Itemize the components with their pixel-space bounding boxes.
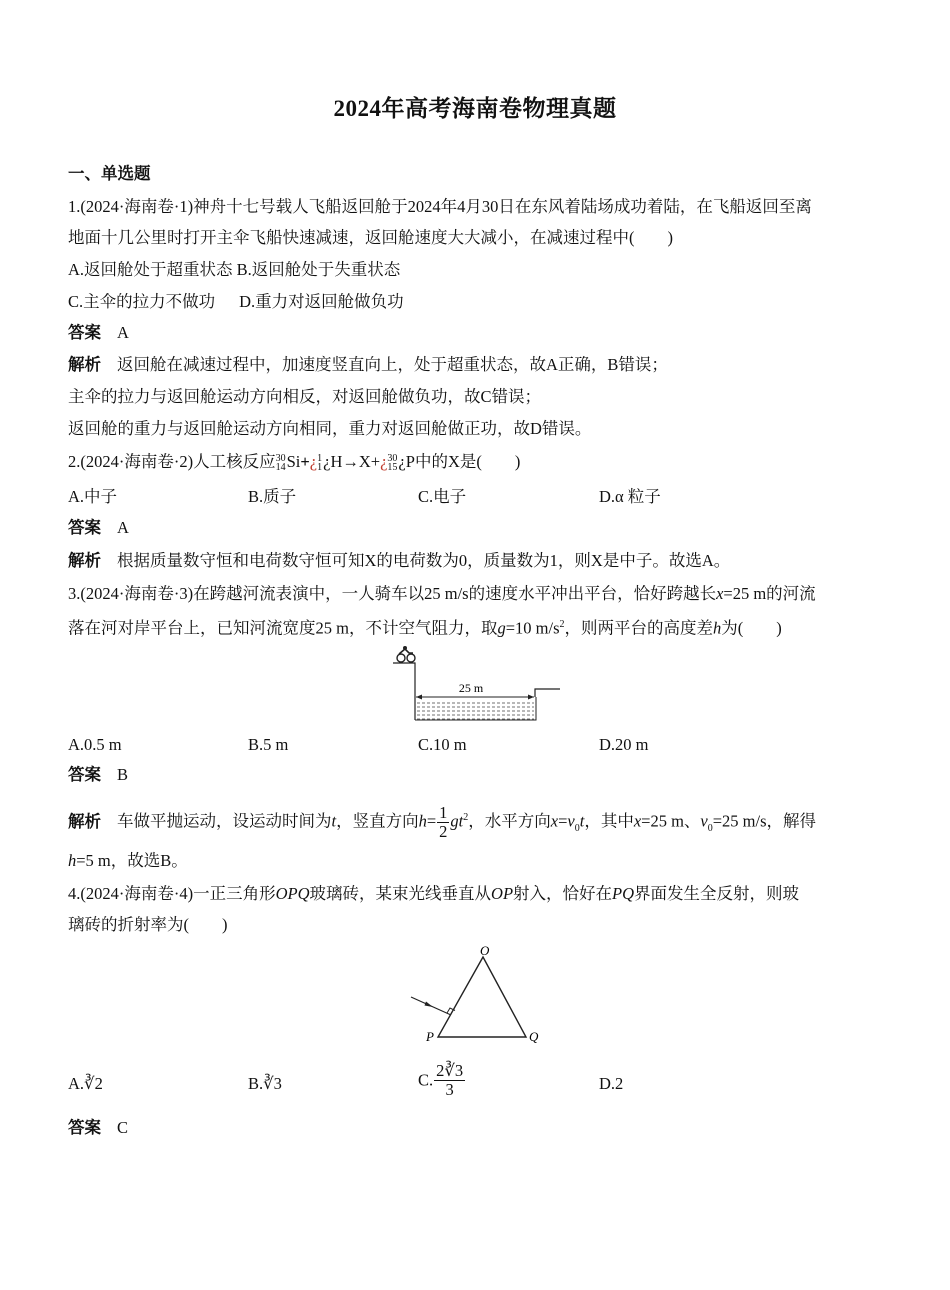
h-charge-number: 1 bbox=[317, 462, 323, 474]
exponent: 2 bbox=[559, 619, 565, 630]
subscript: 0 bbox=[707, 822, 713, 834]
radical-sign: ∛ bbox=[444, 1061, 455, 1080]
var-h: h bbox=[418, 811, 427, 831]
fraction-numerator: 1 bbox=[439, 803, 448, 823]
radicand: 3 bbox=[454, 1061, 464, 1080]
q2-analysis-text: 根据质量数守恒和电荷数守恒可知X的电荷数为0，质量数为1，则X是中子。故选A。 bbox=[117, 551, 731, 570]
var-x: x bbox=[633, 811, 642, 831]
fraction-one-half bbox=[437, 804, 449, 841]
q3-answer-value: B bbox=[117, 765, 129, 784]
p-charge-number: 15 bbox=[387, 462, 398, 474]
q2-stem-suffix: 中的X是( ) bbox=[414, 452, 521, 471]
p-symbol: P bbox=[405, 452, 415, 471]
radical-sign: ∛ bbox=[84, 1074, 95, 1093]
q4-stem-a: 4.(2024·海南卷·4)一正三角形 bbox=[68, 884, 276, 903]
rider-icon bbox=[397, 646, 415, 662]
vertex-p-label: P bbox=[426, 1029, 434, 1044]
q4-option-d: D.2 bbox=[599, 1074, 624, 1093]
q3-stem-line1-text: 3.(2024·海南卷·3)在跨越河流表演中，一人骑车以25 m/s的速度水平冲出平台，恰好跨越长 bbox=[68, 584, 717, 603]
fraction-numerator bbox=[434, 1062, 465, 1081]
q1-analysis-line2: 主伞的拉力与返回舱运动方向相反，对返回舱做负功，故C错误； bbox=[68, 387, 542, 406]
q4-stem-d: 界面发生全反射，则玻 bbox=[634, 884, 800, 903]
garbled-glyph: ¿ bbox=[398, 452, 406, 471]
q2-option-d: D.α 粒子 bbox=[599, 487, 661, 506]
var-t: t bbox=[331, 811, 337, 831]
q1-analysis-text1: 返回舱在减速过程中，加速度竖直向上，处于超重状态，故A正确，B错误； bbox=[117, 355, 668, 374]
q1-answer-value: A bbox=[117, 323, 129, 342]
q4-stem-b: 玻璃砖，某束光线垂直从 bbox=[309, 884, 492, 903]
q4-stem-line2: 璃砖的折射率为( ) bbox=[68, 915, 228, 934]
q4-option-c bbox=[418, 1062, 466, 1099]
h-mass-number: 1 bbox=[317, 453, 323, 465]
q4-option-a bbox=[68, 1073, 103, 1095]
fraction-denominator: 3 bbox=[445, 1080, 454, 1099]
q3-analysis-conclusion: =5 m，故选B。 bbox=[76, 851, 188, 870]
q3-stem-line1 bbox=[68, 583, 816, 605]
q1-answer bbox=[68, 322, 129, 344]
answer-label: 答案 bbox=[68, 765, 101, 784]
q3-stem-line2-b: =10 m/s bbox=[505, 618, 560, 638]
var-t: t bbox=[579, 811, 585, 831]
answer-label: 答案 bbox=[68, 1118, 101, 1137]
q3-stem-line2-a: 落在河对岸平台上，已知河流宽度25 m，不计空气阻力，取 bbox=[68, 618, 498, 638]
analysis-label: 解析 bbox=[68, 811, 101, 831]
q1-option-c: C.主伞的拉力不做功 bbox=[68, 292, 216, 311]
q1-options-row2 bbox=[68, 291, 404, 313]
exponent: 2 bbox=[463, 812, 469, 823]
q2-stem-prefix: 2.(2024·海南卷·2)人工核反应 bbox=[68, 452, 276, 471]
fraction-denominator: 2 bbox=[439, 822, 448, 842]
q1-analysis-line1 bbox=[68, 354, 668, 376]
q3-stem-line2-d: 为( ) bbox=[721, 618, 782, 638]
si-charge-number: 14 bbox=[275, 462, 286, 474]
var-opq: OPQ bbox=[275, 884, 310, 903]
radicand: 2 bbox=[94, 1074, 103, 1093]
fraction-two-root-three-over-three bbox=[434, 1062, 465, 1099]
option-letter: C. bbox=[418, 1070, 434, 1090]
var-x: x bbox=[716, 584, 724, 603]
option-letter: A. bbox=[68, 1074, 85, 1093]
triangle-prism-figure bbox=[400, 943, 550, 1048]
q3-stem-line2 bbox=[68, 614, 782, 640]
si-symbol: Si bbox=[286, 452, 301, 471]
answer-label: 答案 bbox=[68, 323, 101, 342]
radical-sign: ∛ bbox=[263, 1074, 274, 1093]
triangle-opq bbox=[438, 957, 526, 1037]
equals: = bbox=[558, 811, 568, 831]
p-mass-number: 30 bbox=[387, 453, 398, 465]
subscript: 0 bbox=[574, 822, 580, 834]
q1-stem-line1: 1.(2024·海南卷·1)神舟十七号载人飞船返回舱于2024年4月30日在东风着陆场成功着陆，在飞船返回至离 bbox=[68, 197, 812, 216]
q3-stem-line2-c: ，则两平台的高度差 bbox=[564, 618, 713, 638]
q4-answer-value: C bbox=[117, 1118, 129, 1137]
q2-option-b: B.质子 bbox=[248, 487, 297, 506]
garbled-glyph: ¿ bbox=[323, 452, 331, 471]
var-op: OP bbox=[491, 884, 514, 903]
q1-options-row1 bbox=[68, 259, 400, 281]
analysis-label: 解析 bbox=[68, 355, 101, 374]
analysis-label: 解析 bbox=[68, 551, 101, 570]
var-v: v bbox=[700, 811, 708, 831]
vertex-q-label: Q bbox=[529, 1029, 539, 1044]
answer-label: 答案 bbox=[68, 518, 101, 537]
q3-an-g: =25 m/s，解得 bbox=[712, 811, 817, 831]
var-h: h bbox=[713, 618, 722, 638]
q3-an-e: ，其中 bbox=[584, 811, 634, 831]
q3-option-c: C.10 m bbox=[418, 735, 467, 754]
var-x: x bbox=[550, 811, 559, 831]
plus-sign: + bbox=[300, 452, 310, 471]
q1-stem-line2: 地面十几公里时打开主伞飞船快速减速，返回舱速度大大减小，在减速过程中( ) bbox=[68, 228, 673, 247]
q2-option-c: C.电子 bbox=[418, 487, 467, 506]
q4-answer bbox=[68, 1117, 128, 1139]
width-label: 25 m bbox=[458, 681, 484, 695]
q2-analysis bbox=[68, 550, 730, 572]
q2-answer bbox=[68, 517, 129, 539]
si-nuclide-numbers bbox=[276, 454, 286, 472]
q3-stem-line1-end: =25 m的河流 bbox=[723, 584, 816, 603]
page-title: 2024年高考海南卷物理真题 bbox=[333, 96, 617, 121]
q1-option-b: B.返回舱处于失重状态 bbox=[236, 260, 401, 279]
q4-stem-line1 bbox=[68, 883, 799, 905]
garbled-glyph: ¿ bbox=[309, 452, 318, 471]
q3-an-c: ，水平方向 bbox=[468, 811, 551, 831]
q1-option-d: D.重力对返回舱做负功 bbox=[239, 292, 404, 311]
section-heading: 一、单选题 bbox=[68, 164, 151, 183]
q3-an-a: 车做平抛运动，设运动时间为 bbox=[117, 811, 332, 831]
q3-analysis-line2 bbox=[68, 850, 188, 872]
h-nuclide-numbers bbox=[317, 454, 322, 472]
left-platform bbox=[393, 663, 415, 720]
reaction-arrow: →X+ bbox=[342, 452, 381, 471]
coefficient: 2 bbox=[436, 1061, 445, 1080]
var-g: g bbox=[497, 618, 506, 638]
option-letter: B. bbox=[248, 1074, 264, 1093]
radicand: 3 bbox=[273, 1074, 282, 1093]
q1-analysis-line3: 返回舱的重力与返回舱运动方向相同，重力对返回舱做正功，故D错误。 bbox=[68, 419, 592, 438]
var-gt: gt bbox=[450, 811, 464, 831]
q4-option-b bbox=[248, 1073, 282, 1095]
garbled-glyph: ¿ bbox=[380, 452, 388, 471]
q2-stem bbox=[68, 451, 520, 473]
var-h: h bbox=[68, 851, 77, 870]
q4-stem-c: 射入，恰好在 bbox=[513, 884, 613, 903]
river-jump-figure bbox=[385, 645, 565, 723]
q3-option-b: B.5 m bbox=[248, 735, 289, 754]
right-platform bbox=[535, 689, 560, 697]
equals: = bbox=[426, 811, 437, 831]
q1-option-a: A.返回舱处于超重状态 bbox=[68, 260, 233, 279]
q3-answer bbox=[68, 764, 128, 786]
q3-analysis-line1 bbox=[68, 798, 816, 849]
p-nuclide-numbers bbox=[387, 454, 397, 472]
q3-an-f: =25 m、 bbox=[641, 811, 701, 831]
vertex-o-label: O bbox=[480, 943, 490, 958]
q3-an-b: ，竖直方向 bbox=[336, 811, 419, 831]
q3-option-a: A.0.5 m bbox=[68, 735, 122, 754]
var-pq: PQ bbox=[612, 884, 635, 903]
h-symbol: H bbox=[330, 452, 343, 471]
var-v: v bbox=[567, 811, 575, 831]
river-water bbox=[417, 703, 534, 719]
q2-answer-value: A bbox=[117, 518, 129, 537]
q2-option-a: A.中子 bbox=[68, 487, 118, 506]
q3-option-d: D.20 m bbox=[599, 735, 649, 754]
si-mass-number: 30 bbox=[275, 453, 286, 465]
